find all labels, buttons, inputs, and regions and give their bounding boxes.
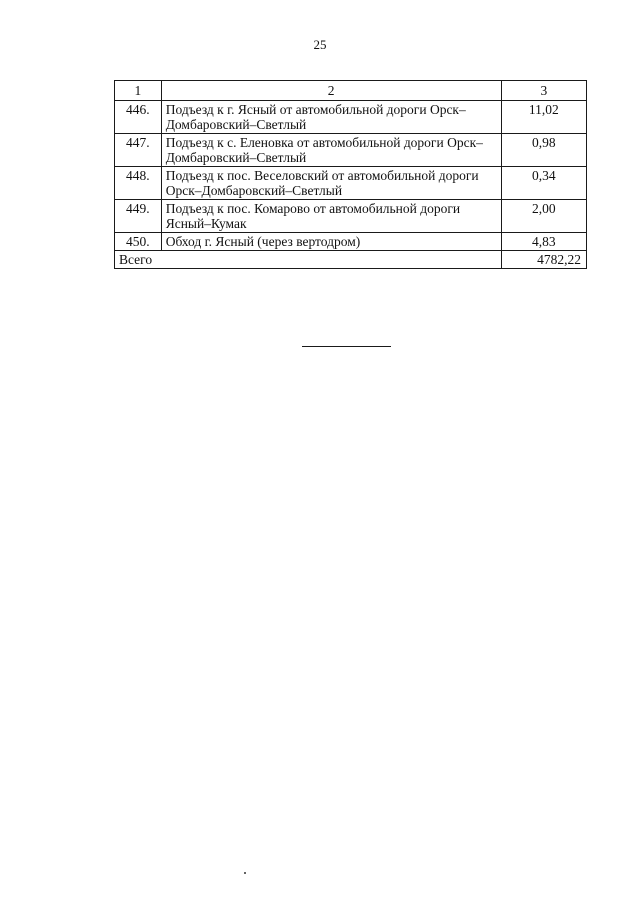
table-row [115, 167, 587, 200]
table-row [115, 101, 587, 134]
scan-speck [244, 872, 246, 874]
road-name: Подъезд к пос. Комарово от автомобильной дороги Ясный–Кумак [161, 200, 501, 233]
row-number: 448. [115, 167, 162, 200]
roads-table [114, 80, 587, 269]
total-label: Всего [115, 251, 502, 269]
road-name: Подъезд к с. Еленовка от автомобильной дороги Орск–Домбаровский–Светлый [161, 134, 501, 167]
road-name: Подъезд к г. Ясный от автомобильной дороги Орск–Домбаровский–Светлый [161, 101, 501, 134]
table-header-row [115, 81, 587, 101]
road-length: 0,34 [501, 167, 586, 200]
column-header: 2 [161, 81, 501, 101]
total-value: 4782,22 [501, 251, 586, 269]
road-length: 11,02 [501, 101, 586, 134]
road-length: 2,00 [501, 200, 586, 233]
road-name: Обход г. Ясный (через вертодром) [161, 233, 501, 251]
table-row [115, 200, 587, 233]
row-number: 449. [115, 200, 162, 233]
row-number: 447. [115, 134, 162, 167]
column-header: 3 [501, 81, 586, 101]
row-number: 450. [115, 233, 162, 251]
closing-rule [302, 346, 391, 347]
table-row [115, 233, 587, 251]
total-row [115, 251, 587, 269]
table-row [115, 134, 587, 167]
row-number: 446. [115, 101, 162, 134]
road-name: Подъезд к пос. Веселовский от автомобильной дороги Орск–Домбаровский–Светлый [161, 167, 501, 200]
road-length: 4,83 [501, 233, 586, 251]
page-number: 25 [313, 37, 327, 52]
column-header: 1 [115, 81, 162, 101]
road-length: 0,98 [501, 134, 586, 167]
